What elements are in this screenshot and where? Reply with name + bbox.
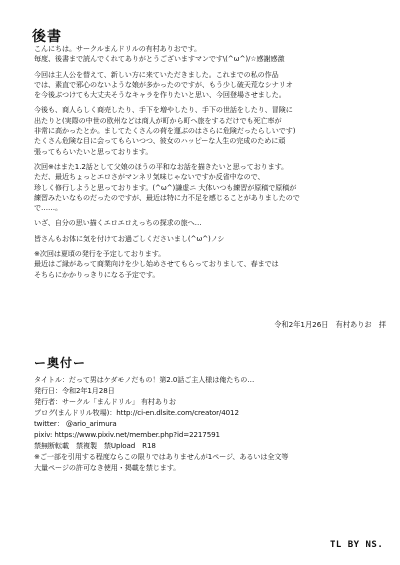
colophon-line: pixiv: https://www.pixiv.net/member.php?id=2217591 <box>34 430 220 439</box>
afterword-line: 最近はご縁があって商業向けを少し始めさせてもらっておりまして、春までは <box>34 259 279 269</box>
afterword-line: では、素直で邪心のないような娘が多かったのですが、もう少し破天荒なシナリオ <box>34 79 293 89</box>
colophon-line: ※ご一部を引用する程度ならこの限りではありませんが1ページ、あるいは全文等 <box>34 452 289 461</box>
afterword-line: 皆さんもお体に気を付けてお過ごしくださいまし(^ω^)ノシ <box>34 233 225 243</box>
afterword-line: 今回は主人公を替えて、新しい方に来ていただきました。これまでの私の作品 <box>34 69 279 79</box>
afterword-line: そちらにかかりっきりになる予定です。 <box>34 269 160 279</box>
colophon-title: ー奥付ー <box>34 356 87 370</box>
colophon-line: twitter： @ario_arimura <box>34 419 117 428</box>
colophon-line: 発行者：サークル「まんドリル」 有村ありお <box>34 397 176 406</box>
afterword-line: 今後も、商人らしく商売したり、手下を増やしたり、手下の世話をしたり、冒険に <box>34 105 293 115</box>
afterword-line: 出たりと(実際の中世の欧州などは商人が町から町へ旅をするだけでも死亡率が <box>34 115 282 125</box>
colophon-line: 禁無断転載 禁複製 禁Upload R18 <box>34 441 156 450</box>
afterword-line: 練習みたいなものだったのですが、最近は特に力不足を感じることがありましたので <box>34 192 300 202</box>
translator-credit: TL BY NS. <box>330 540 384 550</box>
afterword-line: ※次回は夏頃の発行を予定しております。 <box>34 249 166 259</box>
colophon-line: 大量ページの許可なき使用・掲載を禁じます。 <box>34 463 181 472</box>
afterword-line: いざ、自分の思い描くエロエロえっちの探求の旅へ… <box>34 218 202 228</box>
afterword-line: 非常に高かったとか。ましてたくさんの荷を運ぶのはさらに危険だったらしいです) <box>34 126 296 136</box>
afterword-line: で……。 <box>34 203 62 213</box>
afterword-line: 珍しく修行しようと思っております。(^ω^)謙虚ニ 大体いつも練習が原稿で原稿が <box>34 182 297 192</box>
afterword-line: を今後ぶつけても大丈夫そうなキャラを作りたいと思い、今回登場させました。 <box>34 90 286 100</box>
afterword-line: ただ、最近ちょっとエロさがマンネリ気味じゃないですか反省中なので、 <box>34 172 265 182</box>
afterword-line: 張ってもらいたいと思っております。 <box>34 146 153 156</box>
afterword-line: 次回※はまた1.2話として父娘のほうの平和なお話を描きたいと思っております。 <box>34 161 289 171</box>
colophon-line: タイトル：だって男はケダモノだもの！第2.0話ご主人様は俺たちの… <box>34 375 255 384</box>
afterword-line: 毎度、後書まで読んでくれてありがとうございますマンです\(^ω^)/☆感謝感激 <box>34 54 285 64</box>
afterword-line: たくさん危険な目に会ってもらいつつ、彼女のハッピーな人生の完成のために頑 <box>34 136 286 146</box>
date-signature: 令和2年1月26日 有村ありお 拝 <box>274 320 386 329</box>
afterword-line: こんにちは。サークルまんドリルの有村ありおです。 <box>34 44 201 53</box>
colophon-body <box>34 374 390 473</box>
afterword-title: 後書 <box>32 29 62 45</box>
afterword-body <box>34 44 386 280</box>
colophon-line: 発行日：令和2年1月28日 <box>34 386 115 395</box>
colophon-line: ブログ(まんドリル牧場)：http://ci-en.dlsite.com/creator/4012 <box>34 408 239 417</box>
